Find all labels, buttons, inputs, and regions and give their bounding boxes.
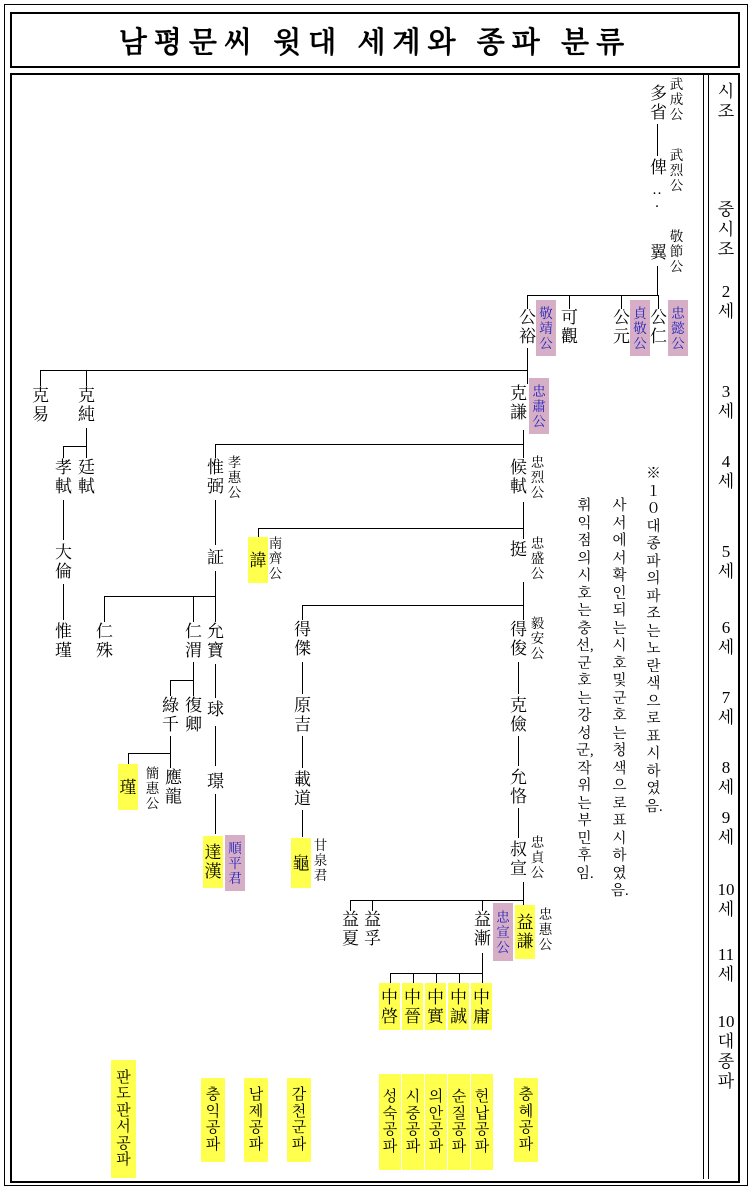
node-da-seong: 多省 bbox=[650, 84, 667, 122]
tree-connector bbox=[302, 662, 303, 694]
node-geuk-gyeom: 克謙 bbox=[510, 384, 527, 422]
tree-connector bbox=[527, 295, 528, 309]
title-sunpyeong-gun: 順平君 bbox=[225, 835, 245, 891]
node-jung-sil: 中實 bbox=[425, 983, 446, 1030]
node-ik-bu: 益孚 bbox=[364, 910, 381, 948]
node-ga-gwan: 可觀 bbox=[561, 308, 578, 346]
title-chungjeong-gong: 忠貞公 bbox=[530, 835, 545, 880]
title-chungseon-gong: 忠宣公 bbox=[493, 903, 513, 961]
node-ik: 翼 bbox=[650, 243, 667, 262]
node-in-wi: 仁渭 bbox=[185, 622, 202, 660]
node-jeong: 挺 bbox=[510, 540, 527, 559]
title-hyohye-gong: 孝惠公 bbox=[227, 455, 242, 500]
tree-connector bbox=[569, 295, 570, 309]
branch-label-chunghyegong-pa: 충혜공파 bbox=[514, 1078, 538, 1162]
generation-label-9세: 9세 bbox=[717, 808, 735, 847]
node-gwi: 龜 bbox=[291, 838, 311, 888]
tree-connector bbox=[63, 446, 87, 447]
node-geun: 瑾 bbox=[118, 764, 138, 810]
tree-connector bbox=[193, 596, 194, 622]
generation-label-3세: 3세 bbox=[717, 382, 735, 421]
title-gyeongjeong-gong: 敬靖公 bbox=[536, 300, 556, 356]
title-chungryeol-gong: 忠烈公 bbox=[530, 455, 545, 500]
tree-connector bbox=[215, 596, 216, 622]
tree-connector bbox=[215, 500, 216, 545]
tree-connector bbox=[258, 528, 259, 537]
tree-connector bbox=[63, 446, 64, 458]
generation-label-2세: 2세 bbox=[717, 282, 735, 321]
tree-connector bbox=[518, 808, 519, 838]
branch-label-pandopanseogong-pa: 판도판서공파 bbox=[111, 1060, 136, 1178]
tree-connector bbox=[215, 794, 216, 834]
node-won-gil: 原吉 bbox=[294, 696, 311, 734]
title-uian-gong: 毅安公 bbox=[530, 616, 545, 661]
node-yu-geun: 惟瑾 bbox=[55, 622, 72, 660]
node-gyeong: 璟 bbox=[207, 772, 224, 791]
tree-connector bbox=[482, 953, 483, 973]
tree-connector bbox=[104, 596, 105, 622]
tree-connector bbox=[104, 596, 216, 597]
tree-connector bbox=[523, 430, 524, 445]
tree-connector bbox=[621, 295, 622, 309]
title-chungui-gong: 忠懿公 bbox=[668, 300, 688, 356]
branch-label-uiangong-pa: 의안공파 bbox=[425, 1074, 447, 1170]
title-muryeol-gong: 武烈公 bbox=[669, 148, 684, 193]
node-ik-jeom: 益漸 bbox=[474, 910, 491, 948]
node-geuk-i: 克易 bbox=[32, 386, 49, 424]
tree-connector bbox=[302, 810, 303, 837]
tree-connector bbox=[523, 444, 524, 458]
note-column-3: 휘 익점의 시호는 충선, 군호는 강성군, 작위는 부민후임. bbox=[576, 498, 609, 882]
tree-connector bbox=[86, 370, 87, 386]
branch-label-sijunggong-pa: 시중공파 bbox=[402, 1074, 424, 1170]
tree-connector bbox=[215, 444, 524, 445]
generation-label-5세: 5세 bbox=[717, 542, 735, 581]
branch-label-heonnapgong-pa: 헌납공파 bbox=[471, 1074, 493, 1170]
generation-label-8세: 8세 bbox=[717, 758, 735, 797]
tree-connector bbox=[523, 582, 524, 605]
node-dal-han: 達漢 bbox=[203, 836, 223, 888]
tree-connector bbox=[128, 753, 129, 764]
node-in-su: 仁殊 bbox=[96, 622, 113, 660]
node-jae-do: 載道 bbox=[294, 770, 311, 808]
tree-connector bbox=[40, 370, 528, 371]
title-gyeongjeol-gong: 敬節公 bbox=[669, 229, 684, 274]
tree-connector bbox=[413, 973, 414, 983]
generation-label-11세: 11세 bbox=[717, 945, 735, 984]
generation-label-4세: 4세 bbox=[717, 452, 735, 491]
node-deuk-jun: 得俊 bbox=[510, 620, 527, 658]
node-yun-bo: 允寶 bbox=[207, 622, 224, 660]
node-geuk-sun: 克純 bbox=[78, 386, 95, 424]
node-eung-ryong: 應龍 bbox=[165, 768, 182, 806]
tree-connector bbox=[128, 753, 171, 754]
tree-connector bbox=[215, 726, 216, 766]
node-yun-gak: 允恪 bbox=[510, 768, 527, 806]
tree-connector bbox=[658, 295, 659, 309]
tree-connector bbox=[302, 605, 524, 606]
tree-connector bbox=[63, 500, 64, 540]
node-deuk-geol: 得傑 bbox=[294, 620, 311, 658]
node-jung-jin: 中晉 bbox=[402, 983, 423, 1030]
branch-label-gamcheongun-pa: 감천군파 bbox=[287, 1078, 311, 1162]
node-ellipsis: ··· bbox=[652, 186, 662, 215]
node-hu-sik: 候軾 bbox=[510, 458, 527, 496]
tree-connector bbox=[215, 571, 216, 596]
node-gong-won: 公元 bbox=[613, 308, 630, 346]
node-nok-cheon: 綠千 bbox=[162, 696, 179, 734]
tree-connector bbox=[258, 528, 524, 529]
node-jeung: 証 bbox=[207, 548, 224, 567]
tree-connector bbox=[86, 446, 87, 458]
tree-connector bbox=[215, 444, 216, 458]
tree-connector bbox=[215, 664, 216, 698]
title-namje-gong: 南齊公 bbox=[268, 536, 283, 581]
tree-connector bbox=[170, 736, 171, 754]
tree-connector bbox=[63, 584, 64, 620]
generation-label-시조: 시조 bbox=[717, 82, 735, 121]
title-gamcheon-gun: 甘泉君 bbox=[313, 838, 328, 883]
node-gu: 球 bbox=[207, 700, 224, 719]
title-museong-gong: 武成公 bbox=[669, 77, 684, 122]
tree-connector bbox=[523, 528, 524, 539]
node-suk-seon: 叔宣 bbox=[510, 840, 527, 878]
tree-connector bbox=[523, 605, 524, 620]
branch-label-namjegong-pa: 남제공파 bbox=[244, 1078, 268, 1162]
tree-connector bbox=[436, 973, 437, 983]
page-title: 남평문씨 윗대 세계와 종파 분류 bbox=[118, 26, 632, 59]
tree-connector bbox=[527, 370, 528, 384]
node-jeong-sik: 廷軾 bbox=[78, 458, 95, 496]
note-column-2: 사서에서 확인되는 시호 및 군호는 청색으로 표시하였음. bbox=[611, 498, 641, 899]
node-ik-gyeom: 益謙 bbox=[515, 905, 535, 959]
node-jung-gye: 中啓 bbox=[379, 983, 400, 1030]
branch-label-chungikgong-pa: 충익공파 bbox=[201, 1078, 225, 1162]
node-hwi: 諱 bbox=[248, 537, 268, 583]
node-geuk-geom: 克儉 bbox=[510, 696, 527, 734]
tree-connector bbox=[518, 736, 519, 766]
node-ik-ha: 益夏 bbox=[342, 910, 359, 948]
tree-connector bbox=[302, 736, 303, 768]
node-gong-yu: 公裕 bbox=[519, 308, 536, 346]
branch-label-sunjilgong-pa: 순질공파 bbox=[448, 1074, 470, 1170]
tree-connector bbox=[527, 295, 659, 296]
node-bok-gyeong: 復卿 bbox=[185, 696, 202, 734]
generation-label-6세: 6세 bbox=[717, 618, 735, 657]
note-column-1: ※ １０대 종파의 파조는 노란색으로 표시하였음. bbox=[645, 466, 676, 815]
node-jung-seong: 中誠 bbox=[448, 983, 469, 1030]
tree-connector bbox=[527, 348, 528, 371]
tree-connector bbox=[482, 973, 483, 983]
tree-connector bbox=[657, 266, 658, 295]
tree-connector bbox=[86, 428, 87, 447]
title-jeonggyeong-gong: 貞敬公 bbox=[630, 300, 650, 356]
title-chunghye-gong: 忠惠公 bbox=[538, 907, 553, 952]
generation-label-10대종파: 10대종파 bbox=[717, 1012, 735, 1091]
tree-connector bbox=[170, 753, 171, 768]
tree-connector bbox=[193, 680, 194, 696]
node-hyo-sik: 孝軾 bbox=[55, 458, 72, 496]
title-chungseong-gong: 忠盛公 bbox=[530, 536, 545, 581]
generation-label-10세: 10세 bbox=[717, 880, 735, 919]
tree-connector bbox=[518, 662, 519, 694]
tree-connector bbox=[390, 973, 391, 983]
tree-connector bbox=[657, 124, 658, 156]
node-bi: 俾 bbox=[650, 158, 667, 177]
node-yu-pil: 惟弼 bbox=[207, 458, 224, 496]
tree-connector bbox=[170, 680, 194, 681]
tree-connector bbox=[459, 973, 460, 983]
tree-connector bbox=[302, 605, 303, 620]
tree-connector bbox=[193, 662, 194, 681]
tree-connector bbox=[170, 680, 171, 696]
node-gong-in: 公仁 bbox=[650, 308, 667, 346]
tree-connector bbox=[350, 900, 524, 901]
tree-connector bbox=[523, 502, 524, 528]
generation-label-중시조: 중시조 bbox=[717, 200, 735, 259]
generation-label-7세: 7세 bbox=[717, 688, 735, 727]
tree-connector bbox=[40, 370, 41, 386]
title-ganhye-gong: 簡惠公 bbox=[145, 766, 160, 811]
node-jung-yong: 中庸 bbox=[471, 983, 492, 1030]
title-chungsuk-gong: 忠肅公 bbox=[529, 378, 549, 434]
tree-connector bbox=[523, 882, 524, 900]
branch-label-seongsukgong-pa: 성숙공파 bbox=[379, 1074, 401, 1170]
node-dae-ryun: 大倫 bbox=[55, 543, 72, 581]
